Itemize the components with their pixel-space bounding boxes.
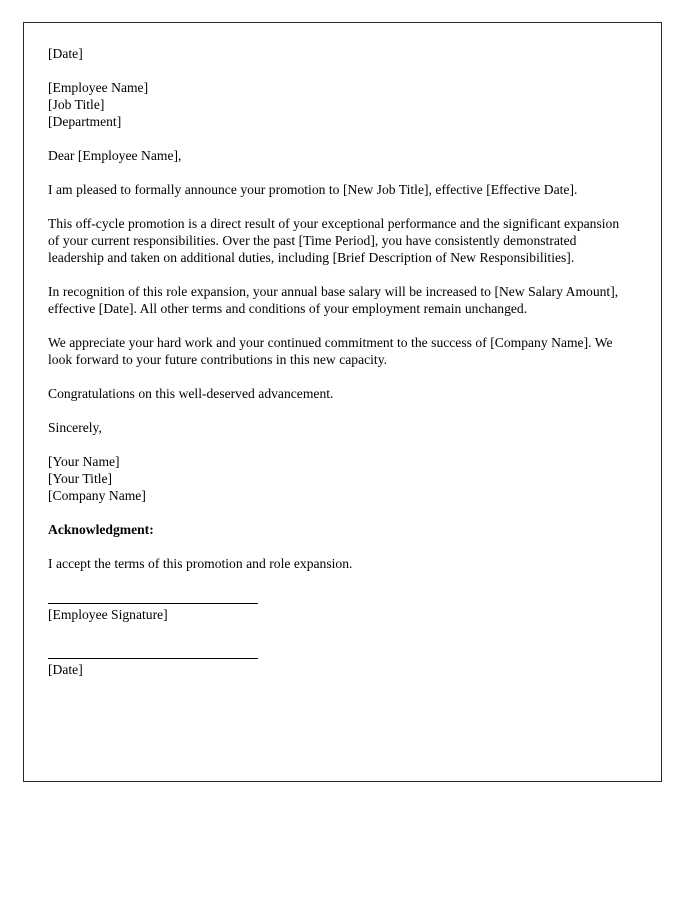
acknowledgment-statement: I accept the terms of this promotion and role expansion. — [48, 556, 353, 571]
signature-date-rule[interactable] — [48, 658, 258, 659]
signature-date-group[interactable] — [48, 658, 630, 678]
employee-signature-group[interactable] — [48, 603, 630, 623]
closing-salutation: Sincerely, — [48, 420, 102, 435]
paragraph-text: Congratulations on this well-deserved advancement. — [48, 386, 334, 401]
salutation: Dear [Employee Name], — [48, 148, 182, 163]
recipient-name: [Employee Name] — [48, 80, 149, 95]
paragraph-text: This off-cycle promotion is a direct result of your exceptional performance and the significant expansion of your current responsibilities. Over the past [Time Period], you have consistently demonstrated leadership and taken on additional duties, including [Brief Description of New Responsibilities]. — [48, 216, 620, 265]
paragraph-text: In recognition of this role expansion, your annual base salary will be increased to [New Salary Amount], effective [Date]. All other terms and conditions of your employment remain unchanged. — [48, 284, 619, 316]
signature-spacer — [48, 589, 630, 603]
paragraph-salary — [48, 283, 630, 317]
sender-company: [Company Name] — [48, 488, 146, 503]
paragraph-rationale — [48, 215, 630, 266]
sender-name: [Your Name] — [48, 454, 120, 469]
sender-block — [48, 453, 630, 504]
date-block — [48, 45, 630, 62]
paragraph-congratulations — [48, 385, 630, 402]
paragraph-appreciation — [48, 334, 630, 368]
signature-date-caption: [Date] — [48, 662, 83, 677]
acknowledgment-statement-block — [48, 555, 630, 572]
paragraph-text: We appreciate your hard work and your continued commitment to the success of [Company Name]. We look forward to your future contributions in this new capacity. — [48, 335, 613, 367]
recipient-block — [48, 79, 630, 130]
recipient-department: [Department] — [48, 114, 122, 129]
sender-title: [Your Title] — [48, 471, 113, 486]
letter-date: [Date] — [48, 46, 83, 61]
paragraph-announcement — [48, 181, 630, 198]
employee-signature-caption: [Employee Signature] — [48, 607, 168, 622]
signature-spacer — [48, 640, 630, 658]
acknowledgment-heading-block — [48, 521, 630, 538]
letter-body — [48, 45, 630, 695]
acknowledgment-heading: Acknowledgment: — [48, 522, 154, 537]
closing-block — [48, 419, 630, 436]
salutation-block — [48, 147, 630, 164]
employee-signature-rule[interactable] — [48, 603, 258, 604]
recipient-job-title: [Job Title] — [48, 97, 105, 112]
letter-sheet — [23, 22, 662, 782]
paragraph-text: I am pleased to formally announce your promotion to [New Job Title], effective [Effective Date]. — [48, 182, 578, 197]
